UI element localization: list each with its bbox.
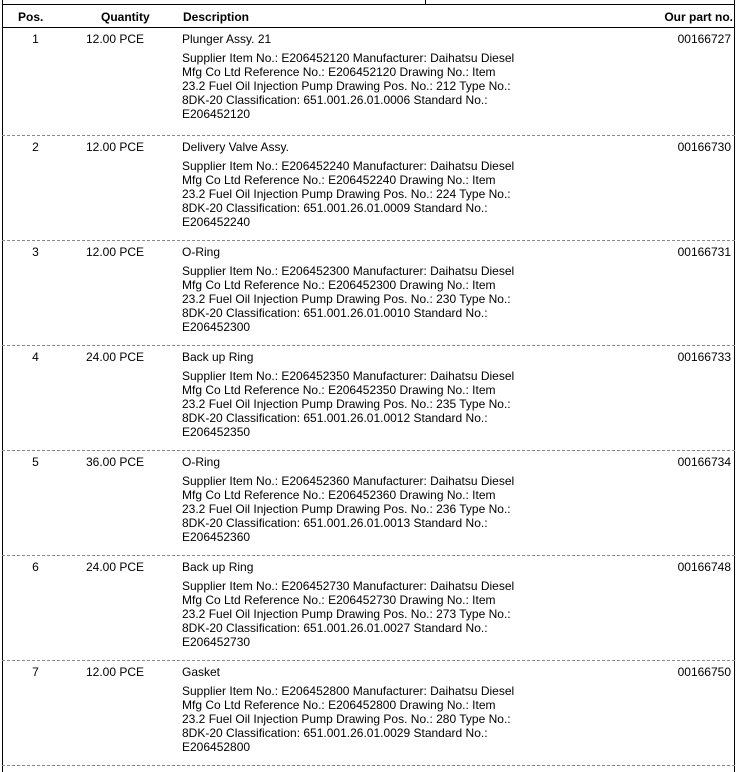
- row-pos: 3: [32, 245, 39, 259]
- row-quantity: 12.00 PCE: [86, 32, 145, 46]
- row-details: Supplier Item No.: E206452120 Manufacturer: Daihatsu Diesel Mfg Co Ltd Reference No.: E206452120 Drawing No.: Item 23.2 Fuel Oil Injection Pump Drawing Pos. No.: 212 Type No.: 8DK-20 Classification: 651.001.26.01.0006 Standard No.: E206452120: [182, 51, 515, 121]
- row-description: Gasket: [182, 665, 221, 679]
- row-description: Plunger Assy. 21: [182, 32, 272, 46]
- header-part-no: Our part no.: [664, 10, 733, 24]
- row-part-no: 00166750: [677, 665, 731, 679]
- row-details: Supplier Item No.: E206452730 Manufacturer: Daihatsu Diesel Mfg Co Ltd Reference No.: E206452730 Drawing No.: Item 23.2 Fuel Oil Injection Pump Drawing Pos. No.: 273 Type No.: 8DK-20 Classification: 651.001.26.01.0027 Standard No.: E206452730: [182, 579, 515, 649]
- table-row: [2, 28, 735, 136]
- row-details: Supplier Item No.: E206452360 Manufacturer: Daihatsu Diesel Mfg Co Ltd Reference No.: E206452360 Drawing No.: Item 23.2 Fuel Oil Injection Pump Drawing Pos. No.: 236 Type No.: 8DK-20 Classification: 651.001.26.01.0013 Standard No.: E206452360: [182, 474, 515, 544]
- table-row: [2, 241, 735, 346]
- table-row: [2, 451, 735, 556]
- row-part-no: 00166748: [677, 560, 731, 574]
- row-quantity: 36.00 PCE: [86, 455, 145, 469]
- row-description: O-Ring: [182, 245, 221, 259]
- header-description: Description: [183, 10, 250, 24]
- row-part-no: 00166730: [677, 140, 731, 154]
- row-details: Supplier Item No.: E206452350 Manufacturer: Daihatsu Diesel Mfg Co Ltd Reference No.: E206452350 Drawing No.: Item 23.2 Fuel Oil Injection Pump Drawing Pos. No.: 235 Type No.: 8DK-20 Classification: 651.001.26.01.0012 Standard No.: E206452350: [182, 369, 515, 439]
- row-quantity: 12.00 PCE: [86, 665, 145, 679]
- row-description: Back up Ring: [182, 560, 254, 574]
- row-details: Supplier Item No.: E206452800 Manufacturer: Daihatsu Diesel Mfg Co Ltd Reference No.: E206452800 Drawing No.: Item 23.2 Fuel Oil Injection Pump Drawing Pos. No.: 280 Type No.: 8DK-20 Classification: 651.001.26.01.0029 Standard No.: E206452800: [182, 684, 515, 754]
- row-description: Delivery Valve Assy.: [182, 140, 289, 154]
- row-quantity: 24.00 PCE: [86, 350, 145, 364]
- row-pos: 6: [32, 560, 39, 574]
- row-quantity: 12.00 PCE: [86, 245, 145, 259]
- row-part-no: 00166733: [677, 350, 731, 364]
- row-details: Supplier Item No.: E206452240 Manufacturer: Daihatsu Diesel Mfg Co Ltd Reference No.: E206452240 Drawing No.: Item 23.2 Fuel Oil Injection Pump Drawing Pos. No.: 224 Type No.: 8DK-20 Classification: 651.001.26.01.0009 Standard No.: E206452240: [182, 159, 515, 229]
- row-pos: 5: [32, 455, 39, 469]
- row-quantity: 12.00 PCE: [86, 140, 145, 154]
- row-part-no: 00166731: [677, 245, 731, 259]
- row-part-no: 00166734: [677, 455, 731, 469]
- row-pos: 1: [32, 32, 39, 46]
- table-row: [2, 661, 735, 766]
- row-pos: 7: [32, 665, 39, 679]
- row-details: Supplier Item No.: E206452300 Manufacturer: Daihatsu Diesel Mfg Co Ltd Reference No.: E206452300 Drawing No.: Item 23.2 Fuel Oil Injection Pump Drawing Pos. No.: 230 Type No.: 8DK-20 Classification: 651.001.26.01.0010 Standard No.: E206452300: [182, 264, 515, 334]
- table-row: [2, 136, 735, 241]
- row-part-no: 00166727: [677, 32, 731, 46]
- row-pos: 2: [32, 140, 39, 154]
- table-row: [2, 556, 735, 661]
- row-description: O-Ring: [182, 455, 221, 469]
- header-pos: Pos.: [18, 10, 44, 24]
- row-description: Back up Ring: [182, 350, 254, 364]
- table-row: [2, 346, 735, 451]
- row-pos: 4: [32, 350, 39, 364]
- row-quantity: 24.00 PCE: [86, 560, 145, 574]
- header-quantity: Quantity: [101, 10, 150, 24]
- table-header: [2, 4, 735, 28]
